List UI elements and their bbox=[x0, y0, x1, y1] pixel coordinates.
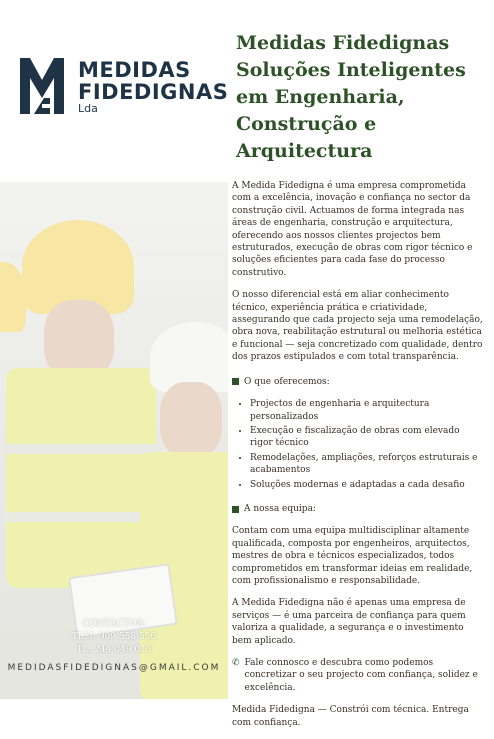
title-line: em Engenharia, bbox=[236, 86, 405, 108]
title-line: Medidas Fidedignas bbox=[236, 32, 450, 54]
square-bullet-icon bbox=[232, 378, 239, 385]
phone-icon: ✆ bbox=[232, 658, 240, 668]
phone-landline: TL: 244 049 015 bbox=[76, 645, 152, 655]
offer-list bbox=[232, 398, 484, 491]
list-item: • Execução e fiscalização de obras com elevado rigor técnico bbox=[250, 425, 484, 450]
team-heading-label: A nossa equipa: bbox=[244, 503, 316, 514]
slogan: Medida Fidedigna — Constrói com técnica. Entrega com confiança. bbox=[232, 705, 469, 728]
phone-mobile: TLM: 909 558 556 bbox=[71, 632, 157, 642]
list-item: • Soluções modernas e adaptadas a cada desafio bbox=[250, 479, 484, 491]
contact-cta bbox=[232, 657, 484, 694]
company-logo bbox=[20, 58, 229, 118]
title-line: Construção e bbox=[236, 113, 377, 135]
body-text bbox=[232, 180, 484, 739]
logo-name-line1: MEDIDAS bbox=[78, 58, 191, 82]
list-item: • Projectos de engenharia e arquitectura personalizados bbox=[250, 398, 484, 423]
square-bullet-icon bbox=[232, 506, 239, 513]
offer-heading-label: O que oferecemos: bbox=[244, 376, 330, 387]
differential-paragraph: O nosso diferencial está em aliar conhecimento técnico, experiência prática e criatividade, assegurando que cada projecto seja uma remodelação, obra nova, reabilitação estrutural ou melhoria estética e funcional — seja concretizado com qualidade, dentro dos prazos estipulados e com total transparência. bbox=[232, 290, 483, 363]
logo-suffix: Lda bbox=[78, 102, 98, 115]
page-title bbox=[236, 30, 486, 165]
contacts-heading: CONTACTOS: bbox=[82, 619, 146, 629]
team-heading bbox=[232, 503, 484, 515]
intro-paragraph: A Medida Fidedigna é uma empresa comprometida com a excelência, inovação e confiança no sector da construção civil. Actuamos de forma integrada nas áreas de engenharia, construção e arquitectura, oferecendo aos nossos clientes projectos bem estruturados, execução de obras com rigor técnico e soluções eficientes para cada fase do processo construtivo. bbox=[232, 181, 473, 278]
contact-cta-text: Fale connosco e descubra como podemos concretizar o seu projecto com confiança, solidez e excelência. bbox=[244, 658, 478, 693]
list-item: • Remodelações, ampliações, reforços estruturais e acabamentos bbox=[250, 452, 484, 477]
title-line: Arquitectura bbox=[236, 140, 373, 162]
contacts-block bbox=[0, 618, 228, 657]
offer-heading bbox=[232, 376, 484, 388]
team-paragraph: Contam com uma equipa multidisciplinar altamente qualificada, composta por engenheiros, arquitectos, mestres de obra e técnicos especializados, todos comprometidos em transformar ideias em realidade, com profissionalismo e responsabilidade. bbox=[232, 526, 473, 586]
title-line: Soluções Inteligentes bbox=[236, 59, 466, 81]
partner-paragraph: A Medida Fidedigna não é apenas uma empresa de serviços — é uma parceira de confiança para quem valoriza a qualidade, a segurança e o investimento bem aplicado. bbox=[232, 598, 466, 646]
logo-mark-icon bbox=[20, 58, 64, 114]
logo-name-line2: FIDEDIGNAS bbox=[78, 80, 229, 104]
email-link[interactable]: MEDIDASFIDEDIGNAS@GMAIL.COM bbox=[7, 663, 221, 673]
